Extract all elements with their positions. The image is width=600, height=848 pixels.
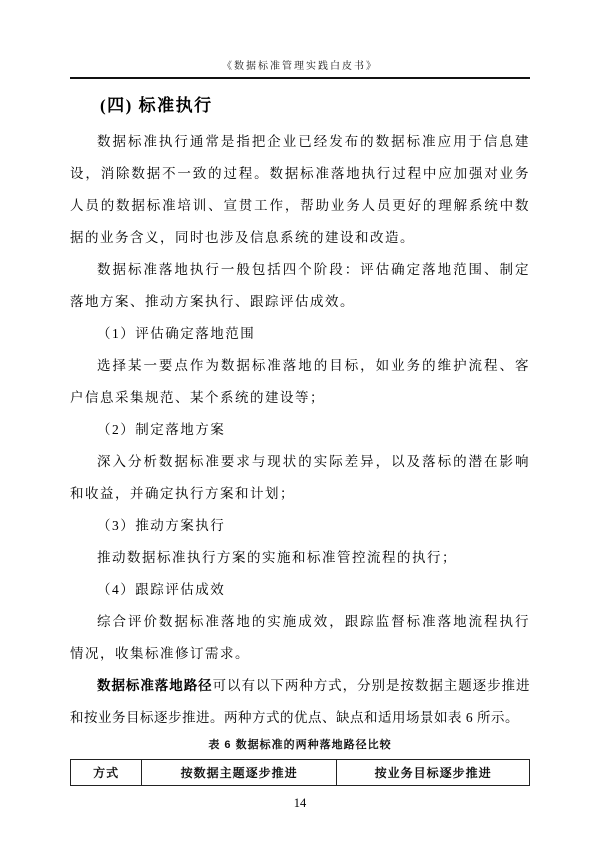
paragraph-stage-4: 综合评价数据标准落地的实施成效，跟踪监督标准落地流程执行情况，收集标准修订需求。 [70,614,530,661]
page-number: 14 [293,796,307,810]
paragraph-intro: 数据标准执行通常是指把企业已经发布的数据标准应用于信息建设，消除数据不一致的过程。数据标准落地执行过程中应加强对业务人员的数据标准培训、宣贯工作，帮助业务人员更好的理解系统中数据的业务含义，同时也涉及信息系统的建设和改造。 [70,134,530,245]
subheading-stage-4: （4）跟踪评估成效 [97,582,226,597]
table-header-by-business-goal: 按业务目标逐步推进 [337,760,530,786]
paragraph-stage-2: 深入分析数据标准要求与现状的实际差异，以及落标的潜在影响和收益，并确定执行方案和计划； [70,454,530,501]
comparison-table [70,759,530,786]
subheading-stage-1: （1）评估确定落地范围 [97,326,256,341]
table-header-by-data-topic: 按数据主题逐步推进 [142,760,337,786]
body-text [70,126,530,734]
landing-path-rest: 可以有以下两种方式，分别是按数据主题逐步推进和按业务目标逐步推进。两种方式的优点、缺点和适用场景如表 6 所示。 [70,678,531,725]
paragraph-four-stages: 数据标准落地执行一般包括四个阶段：评估确定落地范围、制定落地方案、推动方案执行、跟踪评估成效。 [70,262,530,309]
section-heading: (四) 标准执行 [100,96,213,115]
landing-path-bold-lead: 数据标准落地路径 [97,678,213,693]
page-header [70,61,530,79]
table-header-row [71,760,530,786]
paragraph-stage-1: 选择某一要点作为数据标准落地的目标，如业务的维护流程、客户信息采集规范、某个系统的建设等； [70,358,530,405]
subheading-stage-2: （2）制定落地方案 [97,422,226,437]
table-header-method: 方式 [71,760,142,786]
paragraph-landing-path [70,670,530,734]
table-caption: 表 6 数据标准的两种落地路径比较 [208,739,392,751]
paragraph-stage-3: 推动数据标准执行方案的实施和标准管控流程的执行； [97,550,457,565]
subheading-stage-3: （3）推动方案执行 [97,518,226,533]
header-title: 《数据标准管理实践白皮书》 [222,61,378,72]
